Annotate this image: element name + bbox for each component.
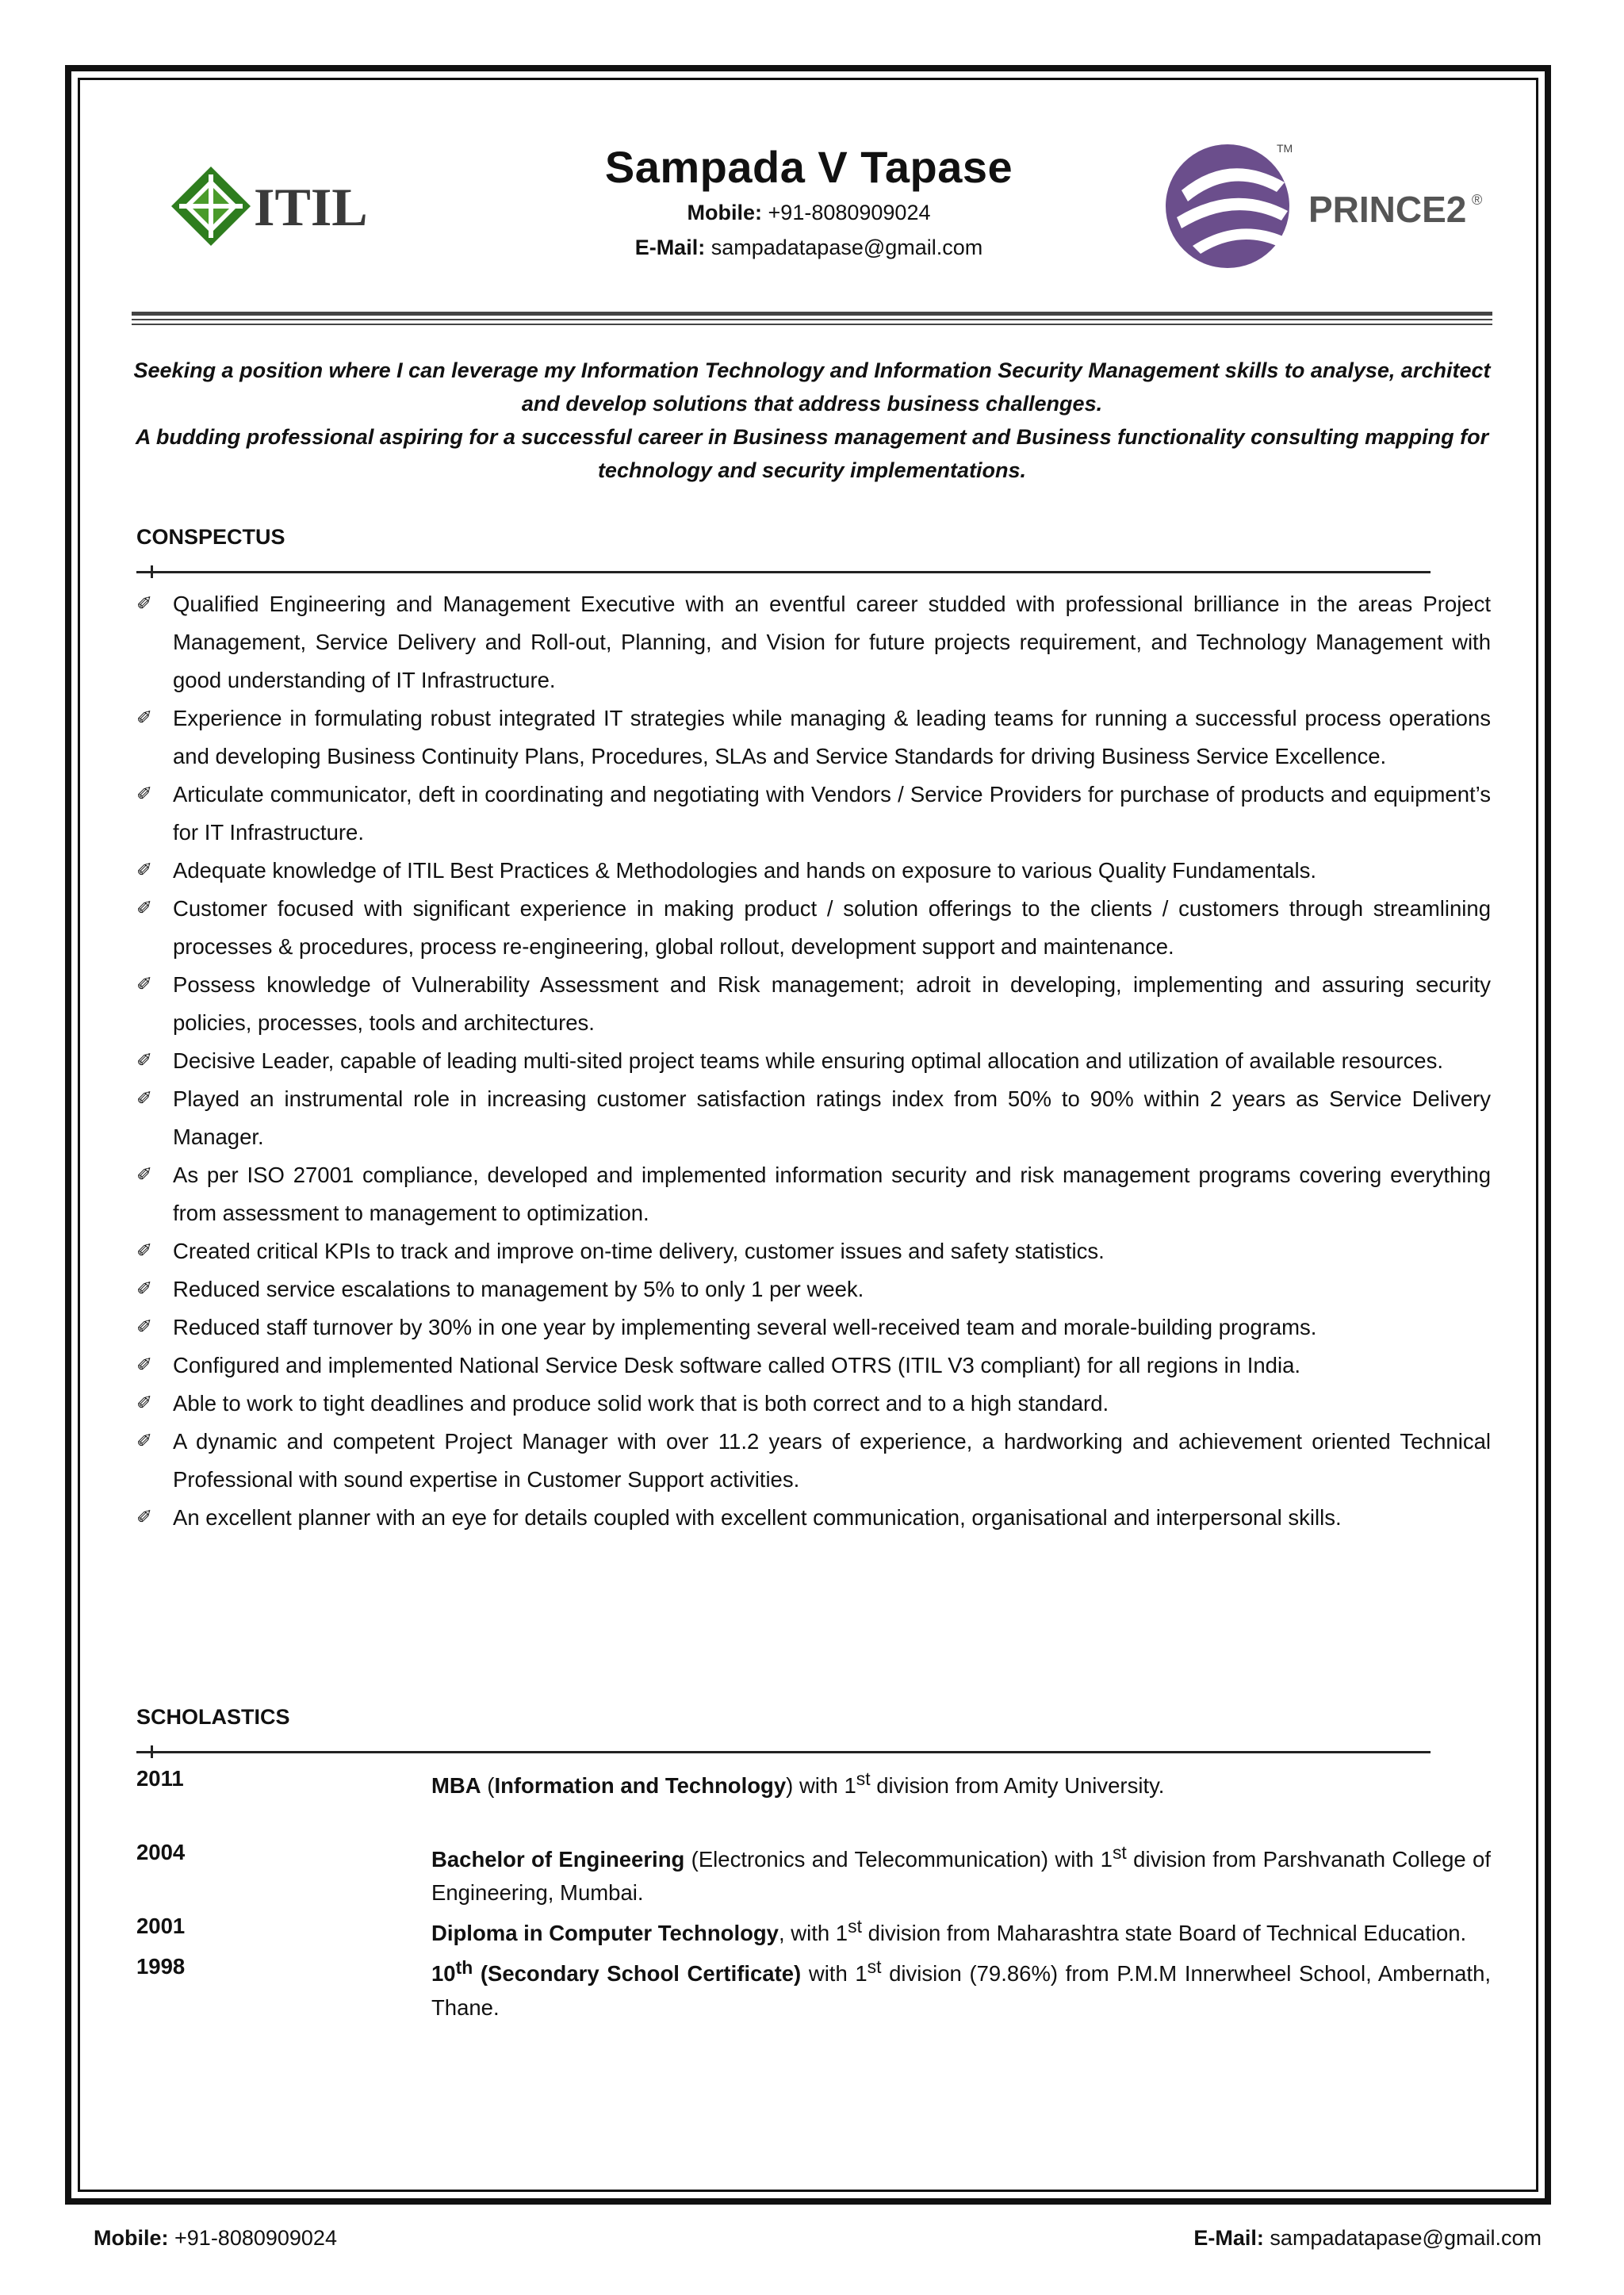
footer-mobile-value: +91-8080909024 — [174, 2226, 337, 2250]
list-item: ✐ Created critical KPIs to track and improve on-time delivery, customer issues and safety statistics. — [136, 1232, 1491, 1270]
pencil-bullet-icon: ✐ — [136, 1164, 153, 1186]
objective-line-2: A budding professional aspiring for a successful career in Business management and Business functionality consulting mapping for technology and security implementations. — [135, 425, 1489, 482]
conspectus-divider-tick — [151, 565, 153, 578]
list-item: ✐ Possess knowledge of Vulnerability Assessment and Risk management; adroit in developing, implementing and assuring security policies, processes, tools and architectures. — [136, 966, 1491, 1042]
header-email — [492, 230, 1126, 265]
pencil-bullet-icon: ✐ — [136, 1431, 153, 1452]
list-item: ✐ As per ISO 27001 compliance, developed and implemented information security and risk management programs covering everything from assessment to management to optimization. — [136, 1156, 1491, 1232]
header-mobile-value: +91-8080909024 — [768, 201, 931, 224]
list-item: ✐ Able to work to tight deadlines and produce solid work that is both correct and to a high standard. — [136, 1385, 1491, 1423]
list-item: ✐ Decisive Leader, capable of leading multi-sited project teams while ensuring optimal allocation and utilization of available resources. — [136, 1042, 1491, 1080]
list-item: ✐ Qualified Engineering and Management Executive with an eventful career studded with professional brilliance in the areas Project Management, Service Delivery and Roll-out, Planning, and Vision for future projects requirement, and Technology Management with good understanding of IT Infrastructure. — [136, 585, 1491, 699]
pencil-bullet-icon: ✐ — [136, 1316, 153, 1338]
itil-logo — [165, 159, 371, 254]
pencil-bullet-icon: ✐ — [136, 1278, 153, 1300]
education-description: Bachelor of Engineering (Electronics and Telecommunication) with 1st division from Parshvanath College of Engineering, Mumbai. — [431, 1842, 1491, 1906]
footer-mobile-label: Mobile: — [94, 2226, 169, 2250]
education-year: 2001 — [136, 1914, 186, 1939]
pencil-bullet-icon: ✐ — [136, 593, 153, 615]
education-row — [136, 1836, 1491, 1910]
list-item: ✐ Reduced staff turnover by 30% in one year by implementing several well-received team and morale-building programs. — [136, 1308, 1491, 1347]
header-rule-thin-2 — [132, 324, 1492, 325]
list-item: ✐ Customer focused with significant experience in making product / solution offerings to the clients / customers through streamlining processes & procedures, process re-engineering, global rollout, development support and maintenance. — [136, 890, 1491, 966]
pencil-bullet-icon: ✐ — [136, 1240, 153, 1262]
header-rule-thin-1 — [132, 319, 1492, 320]
candidate-name: Sampada V Tapase — [604, 142, 1013, 192]
itil-logo-text: ITIL — [254, 177, 368, 237]
header-mobile — [492, 195, 1126, 230]
education-description: 10th (Secondary School Certificate) with 1st division (79.86%) from P.M.M Innerwheel School, Ambernath, Thane. — [431, 1956, 1491, 2020]
education-description: Diploma in Computer Technology, with 1st division from Maharashtra state Board of Technical Education. — [431, 1916, 1467, 1946]
pencil-bullet-icon: ✐ — [136, 898, 153, 919]
footer-email-label: E-Mail: — [1193, 2226, 1264, 2250]
pencil-bullet-icon: ✐ — [136, 707, 153, 729]
scholastics-title: SCHOLASTICS — [136, 1705, 290, 1729]
list-item: ✐ Articulate communicator, deft in coordinating and negotiating with Vendors / Service Providers for purchase of products and equipment’s for IT Infrastructure. — [136, 776, 1491, 852]
list-item: ✐ A dynamic and competent Project Manager with over 11.2 years of experience, a hardworking and achievement oriented Technical Professional with sound expertise in Customer Support activities. — [136, 1423, 1491, 1499]
prince2-tm: TM — [1277, 142, 1293, 155]
conspectus-list — [136, 585, 1491, 1537]
objective-line-1: Seeking a position where I can leverage my Information Technology and Information Security Management skills to analyse, architect and develop solutions that address business challenges. — [133, 358, 1491, 416]
education-year: 2011 — [136, 1766, 184, 1791]
list-item: ✐ Reduced service escalations to management by 5% to only 1 per week. — [136, 1270, 1491, 1308]
pencil-bullet-icon: ✐ — [136, 784, 153, 805]
objective-statement — [132, 354, 1492, 487]
header-rule-thick — [132, 312, 1492, 316]
pencil-bullet-icon: ✐ — [136, 1393, 153, 1414]
pencil-bullet-icon: ✐ — [136, 1088, 153, 1109]
header-mobile-label: Mobile: — [687, 201, 763, 224]
pencil-bullet-icon: ✐ — [136, 1354, 153, 1376]
pencil-bullet-icon: ✐ — [136, 974, 153, 995]
education-row — [136, 1762, 1491, 1803]
header-email-value: sampadatapase@gmail.com — [710, 236, 983, 259]
scholastics-divider — [136, 1751, 1431, 1753]
resume-header — [492, 140, 1126, 265]
education-year: 2004 — [136, 1840, 186, 1865]
footer-email-value: sampadatapase@gmail.com — [1270, 2226, 1542, 2250]
pencil-bullet-icon: ✐ — [136, 1050, 153, 1071]
list-item: ✐ Configured and implemented National Service Desk software called OTRS (ITIL V3 compliant) for all regions in India. — [136, 1347, 1491, 1385]
scholastics-divider-tick — [151, 1745, 153, 1758]
education-description: MBA (Information and Technology) with 1st division from Amity University. — [431, 1768, 1165, 1799]
footer-email — [1193, 2224, 1542, 2252]
conspectus-title: CONSPECTUS — [136, 525, 285, 549]
scholastics-list — [136, 1762, 1491, 2025]
prince2-logo-text: PRINCE2 — [1308, 189, 1467, 230]
list-item: ✐ An excellent planner with an eye for details coupled with excellent communication, organisational and interpersonal skills. — [136, 1499, 1491, 1537]
footer-mobile — [94, 2224, 337, 2252]
list-item: ✐ Experience in formulating robust integrated IT strategies while managing & leading teams for running a successful process operations and developing Business Continuity Plans, Procedures, SLAs and Service Standards for driving Business Service Excellence. — [136, 699, 1491, 776]
education-row — [136, 1950, 1491, 2024]
list-item: ✐ Adequate knowledge of ITIL Best Practices & Methodologies and hands on exposure to various Quality Fundamentals. — [136, 852, 1491, 890]
conspectus-divider — [136, 571, 1431, 573]
pencil-bullet-icon: ✐ — [136, 860, 153, 881]
pencil-bullet-icon: ✐ — [136, 1507, 153, 1528]
header-email-label: E-Mail: — [634, 236, 706, 259]
list-item: ✐ Played an instrumental role in increasing customer satisfaction ratings index from 50% to 90% within 2 years as Service Delivery Manager. — [136, 1080, 1491, 1156]
education-year: 1998 — [136, 1954, 186, 1979]
education-row — [136, 1910, 1491, 1950]
prince2-registered: ® — [1472, 192, 1483, 208]
prince2-logo — [1158, 135, 1491, 278]
